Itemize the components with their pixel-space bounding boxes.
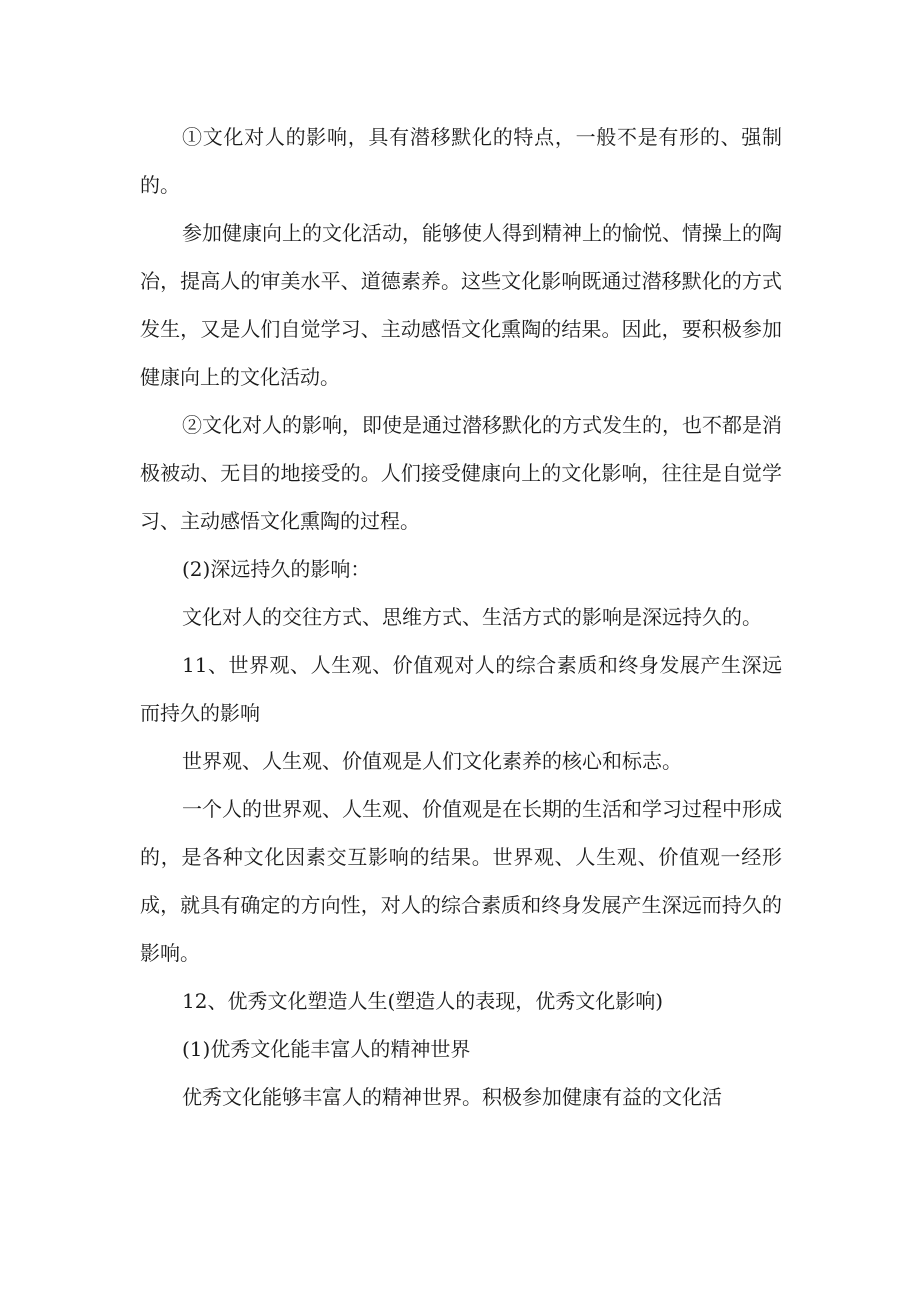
paragraph: ①文化对人的影响，具有潜移默化的特点，一般不是有形的、强制的。 <box>140 125 782 197</box>
paragraph: 世界观、人生观、价值观是人们文化素养的核心和标志。 <box>182 749 682 773</box>
paragraph: ②文化对人的影响，即使是通过潜移默化的方式发生的，也不都是消极被动、无目的地接受的。人们接受健康向上的文化影响，往往是自觉学习、主动感悟文化熏陶的过程。 <box>140 413 782 533</box>
paragraph: 优秀文化能够丰富人的精神世界。积极参加健康有益的文化活 <box>182 1085 722 1109</box>
paragraph: 参加健康向上的文化活动，能够使人得到精神上的愉悦、情操上的陶冶，提高人的审美水平、道德素养。这些文化影响既通过潜移默化的方式发生，又是人们自觉学习、主动感悟文化熏陶的结果。因此，要积极参加健康向上的文化活动。 <box>140 221 782 389</box>
document-body <box>140 113 782 1121</box>
paragraph-heading: (1)优秀文化能丰富人的精神世界 <box>182 1037 471 1061</box>
section-heading: 11、世界观、人生观、价值观对人的综合素质和终身发展产生深远而持久的影响 <box>140 653 782 725</box>
paragraph: 文化对人的交往方式、思维方式、生活方式的影响是深远持久的。 <box>182 605 762 629</box>
paragraph-heading: (2)深远持久的影响： <box>182 557 371 581</box>
section-heading: 12、优秀文化塑造人生(塑造人的表现，优秀文化影响) <box>182 989 664 1013</box>
paragraph: 一个人的世界观、人生观、价值观是在长期的生活和学习过程中形成的，是各种文化因素交互影响的结果。世界观、人生观、价值观一经形成，就具有确定的方向性，对人的综合素质和终身发展产生深远而持久的影响。 <box>140 797 782 965</box>
